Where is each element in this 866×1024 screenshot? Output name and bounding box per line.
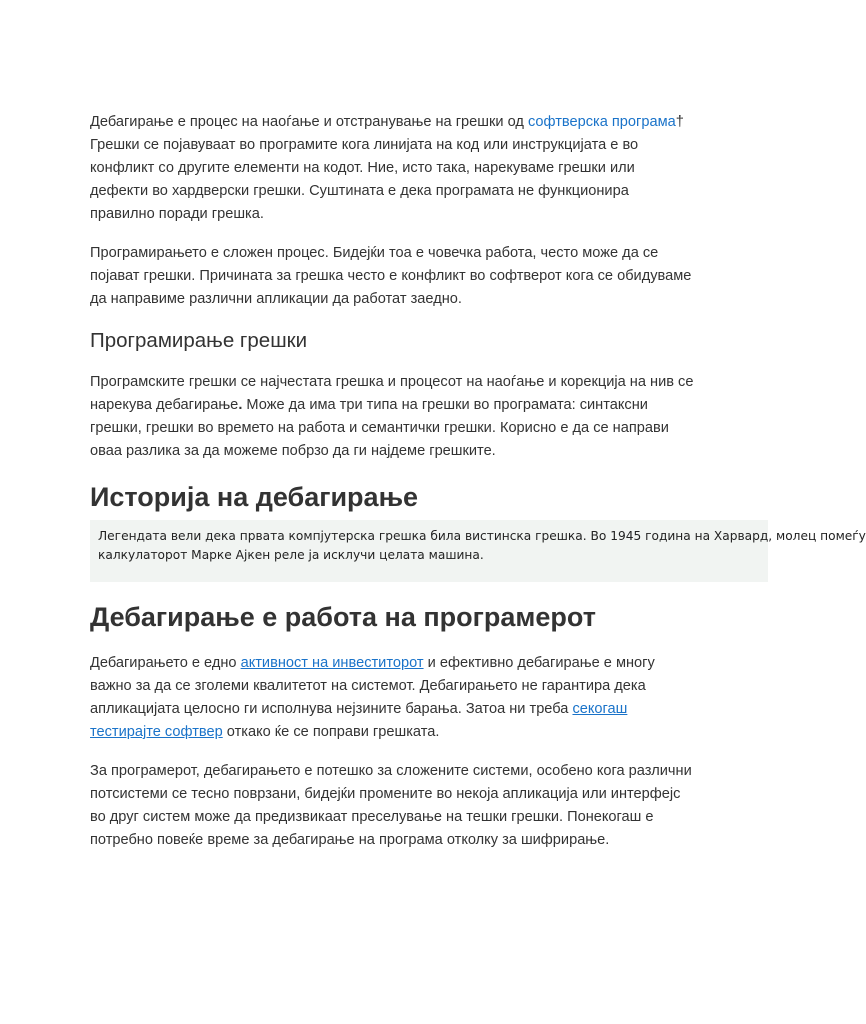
programmer-section-heading: Дебагирање е работа на програмерот [90,602,596,632]
programming-errors-text-end: Може да има три типа на грешки во програмата: синтаксни грешки, грешки во времето на работа и семантички грешки. Корисно е да се направи оваа разлика за да можеме побрзо да ги најдеме грешките. [90,397,669,459]
programmer-paragraph-1 [90,652,695,744]
intro-text-end: † Грешки се појавуваат во програмите кога линијата на код или инструкцијата е во конфликт со другите елементи на кодот. Ние, исто така, нарекуваме грешки или дефекти во хардверски грешки. Суштината е дека програмата не функционира правилно поради грешка. [90,114,684,222]
programming-errors-bold-dot: . [238,397,243,413]
programmer-p1-text-start: Дебагирањето е едно [90,655,241,671]
history-quote-line-1: Легендата вели дека првата компјутерска грешка била вистинска грешка. Во 1945 година на Харвард, молец помеѓу [98,529,866,543]
programming-errors-paragraph [90,371,695,463]
programmer-p1-text-middle: и ефективно дебагирање е многу важно за да се зголеми квалитетот на системот. Дебагирањето не гарантира дека апликацијата целосно ги исполнува нејзините барања. Затоа ни треба [90,655,655,717]
history-heading: Историја на дебагирање [90,482,419,512]
complexity-paragraph: Програмирањето е сложен процес. Бидејќи тоа е човечка работа, често може да се појават грешки. Причината за грешка често е конфликт во софтверот кога се обидуваме да направиме различни апликации да работат заедно. [90,245,692,307]
programming-errors-text-start: Програмските грешки се најчестата грешка и процесот на наоѓање и корекција на нив се нарекува дебагирање [90,374,694,413]
investor-activity-link[interactable]: активност на инвеститорот [240,655,424,671]
programmer-paragraph-2: За програмерот, дебагирањето е потешко за сложените системи, особено кога различни потсистеми се тесно поврзани, бидејќи промените во некоја апликација или интерфејс во друг систем може да предизвикаат преселување на тешки грешки. Понекогаш е потребно повеќе време за дебагирање на програма отколку за шифрирање. [90,763,692,848]
intro-text-start: Дебагирање е процес на наоѓање и отстранување на грешки од [90,114,528,130]
history-quote-box [90,520,866,582]
intro-paragraph [90,111,695,226]
history-quote-line-2: калкулаторот Марке Ајкен реле ја исклучи целата машина. [98,548,484,562]
history-quote [90,520,866,565]
software-program-link[interactable]: софтверска програма [527,114,676,130]
programmer-p1-text-end: откако ќе се поправи грешката. [222,724,440,740]
article-column [90,111,695,463]
always-test-software-link[interactable]: секогаш тестирајте софтвер [90,701,628,740]
programmer-section-body [90,652,695,852]
programming-errors-heading: Програмирање грешки [90,329,308,352]
